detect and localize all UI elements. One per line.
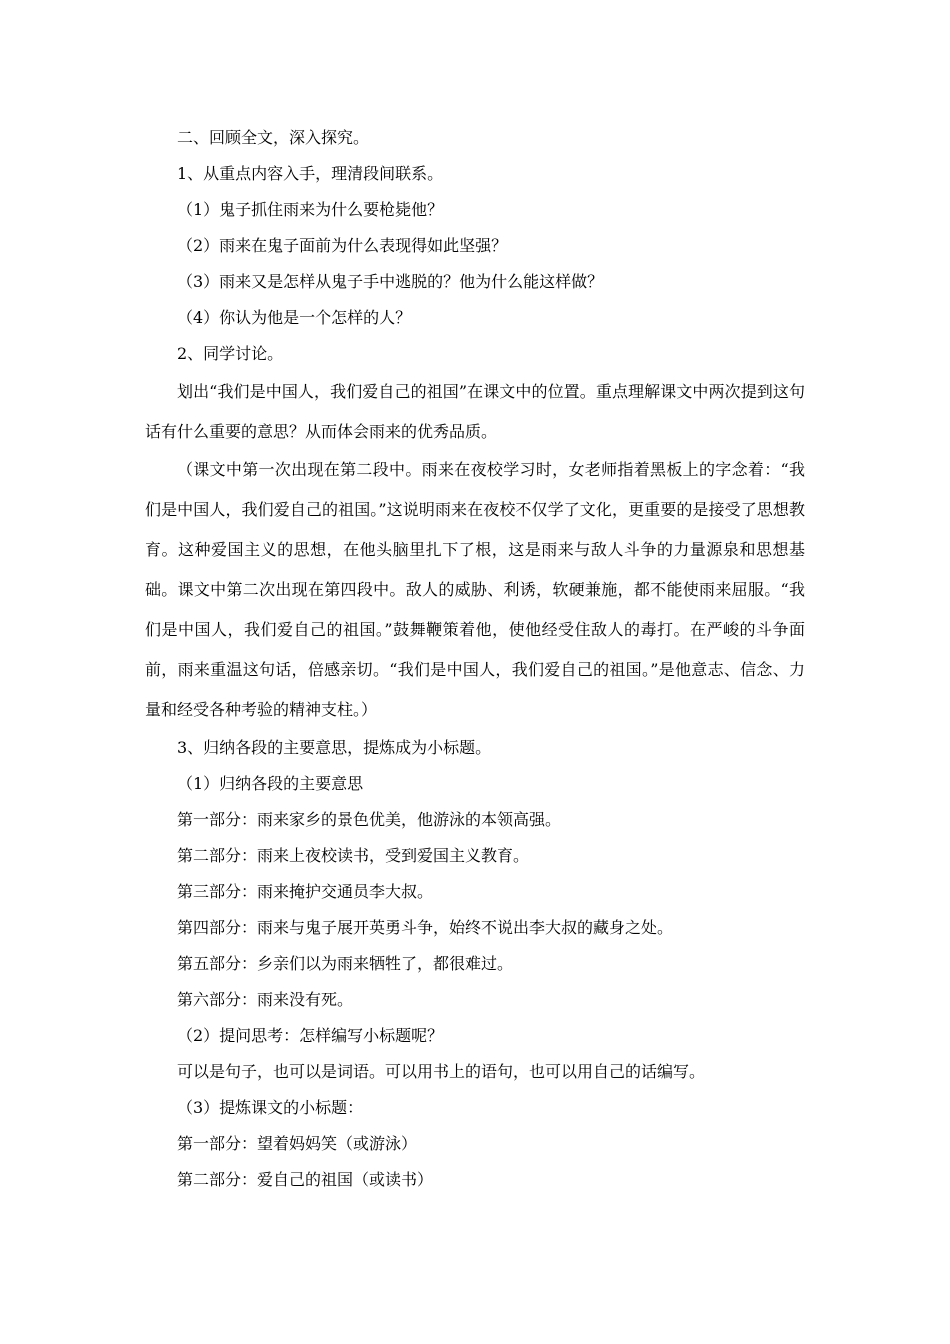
subsection-heading: 1、从重点内容入手，理清段间联系。 [177,164,444,183]
list-item: 第六部分：雨来没有死。 [177,990,354,1009]
list-item: 可以是句子，也可以是词语。可以用书上的语句，也可以用自己的话编写。 [177,1062,706,1081]
question-item: （3）雨来又是怎样从鬼子手中逃脱的？他为什么能这样做？ [177,272,604,291]
list-item: 第一部分：望着妈妈笑（或游泳） [177,1134,418,1153]
list-heading: （3）提炼课文的小标题： [177,1098,364,1117]
list-item: 第二部分：雨来上夜校读书，受到爱国主义教育。 [177,846,530,865]
list-heading: （1）归纳各段的主要意思 [177,774,364,793]
subsection-heading: 2、同学讨论。 [177,344,284,363]
question-item: （2）雨来在鬼子面前为什么表现得如此坚强？ [177,236,508,255]
list-item: 第二部分：爱自己的祖国（或读书） [177,1170,434,1189]
explanation-paragraph: （课文中第一次出现在第二段中。雨来在夜校学习时，女老师指着黑板上的字念着：“我们是中国人，我们爱自己的祖国。”这说明雨来在夜校不仅学了文化，更重要的是接受了思想教育。这种爱国主义的思想，在他头脑里扎下了根，这是雨来与敌人斗争的力量源泉和思想基础。课文中第二次出现在第四段中。敌人的威胁、利诱，软硬兼施，都不能使雨来屈服。“我们是中国人，我们爱自己的祖国。”鼓舞鞭策着他，使他经受住敌人的毒打。在严峻的斗争面前，雨来重温这句话，倍感亲切。“我们是中国人，我们爱自己的祖国。”是他意志、信念、力量和经受各种考验的精神支柱。） [145,460,805,719]
list-item: 第三部分：雨来掩护交通员李大叔。 [177,882,434,901]
list-heading: （2）提问思考：怎样编写小标题呢？ [177,1026,444,1045]
list-item: 第四部分：雨来与鬼子展开英勇斗争，始终不说出李大叔的藏身之处。 [177,918,674,937]
section-heading: 二、回顾全文，深入探究。 [177,128,370,147]
question-item: （1）鬼子抓住雨来为什么要枪毙他？ [177,200,444,219]
list-item: 第一部分：雨来家乡的景色优美，他游泳的本领高强。 [177,810,562,829]
subsection-heading: 3、归纳各段的主要意思，提炼成为小标题。 [177,738,492,757]
document-body [145,120,805,1198]
question-item: （4）你认为他是一个怎样的人？ [177,308,412,327]
list-item: 第五部分：乡亲们以为雨来牺牲了，都很难过。 [177,954,514,973]
discussion-paragraph: 划出“我们是中国人，我们爱自己的祖国”在课文中的位置。重点理解课文中两次提到这句话有什么重要的意思？从而体会雨来的优秀品质。 [145,382,805,441]
